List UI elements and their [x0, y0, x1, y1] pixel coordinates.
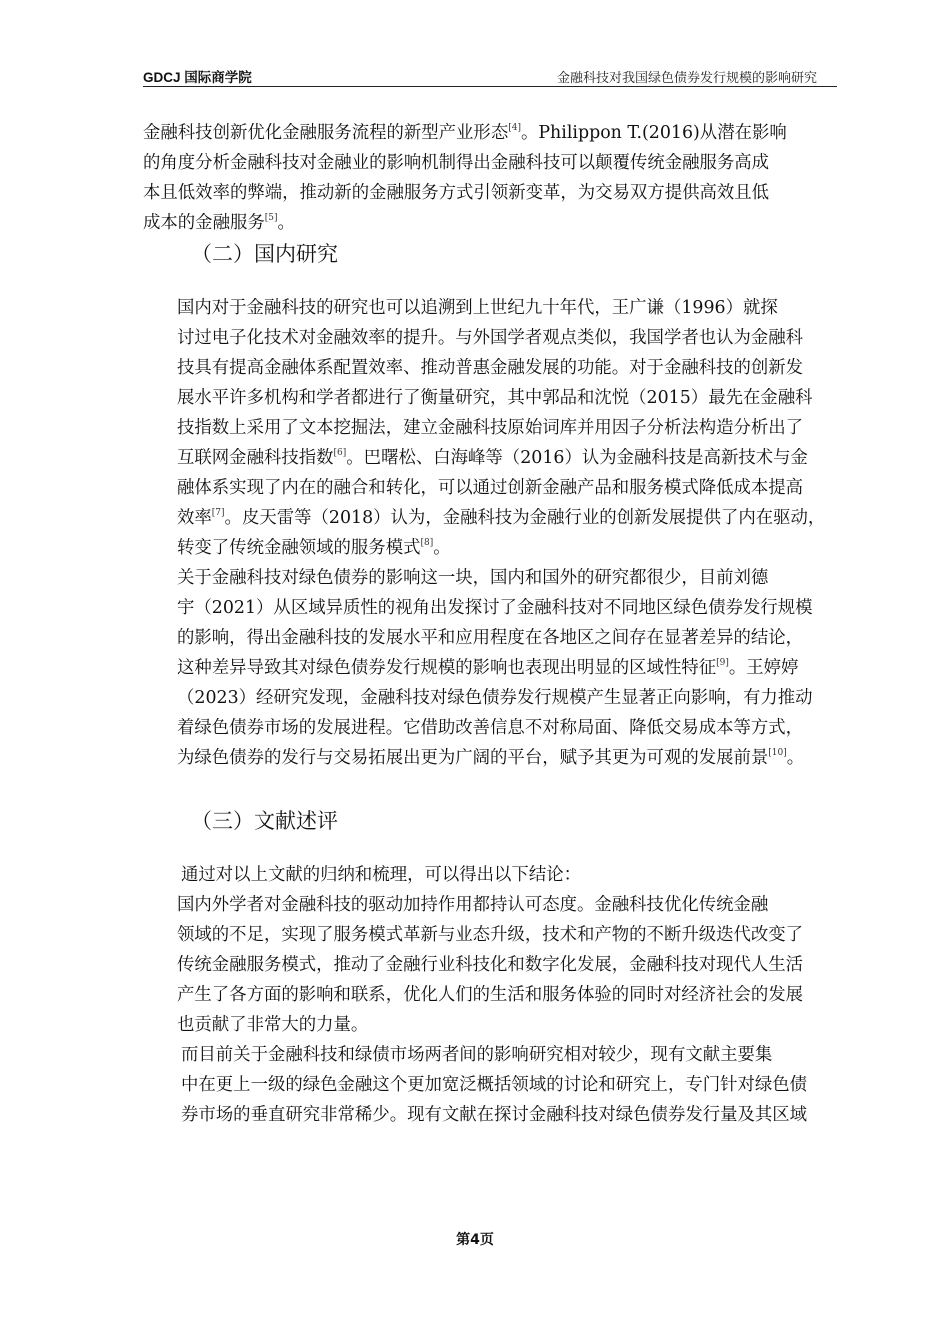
section-heading-review: （三）文献述评: [191, 809, 338, 833]
citation: [5]: [264, 213, 278, 223]
citation: [10]: [768, 748, 787, 758]
section-heading-domestic: （二）国内研究: [191, 242, 338, 266]
paragraph-6: 而目前关于金融科技和绿债市场两者间的影响研究相对较少，现有文献主要集 中在更上一级的绿色金融这个更加宽泛概括领域的讨论和研究上，专门针对绿色债 券市场的垂直研究非常稀少。现有文献在探讨金融科技对绿色债券发行量及其区域: [181, 1045, 808, 1125]
citation: [4]: [508, 123, 521, 133]
citation: [7]: [211, 508, 225, 518]
paragraph-1: 金融科技创新优化金融服务流程的新型产业形态[4]。Philippon T.(2016)从潜在影响 的角度分析金融科技对金融业的影响机制得出金融科技可以颠覆传统金融服务高成 本且低效率的弊端，推动新的金融服务方式引领新变革，为交易双方提供高效且低 成本的金融服务[5]。: [143, 123, 787, 233]
header-institution: GDCJ 国际商学院: [143, 70, 252, 85]
page-header: [143, 64, 837, 87]
citation: [9]: [716, 658, 729, 668]
header-title: 金融科技对我国绿色债券发行规模的影响研究: [556, 70, 817, 85]
paragraph-4: 通过对以上文献的归纳和梳理，可以得出以下结论：: [181, 865, 581, 885]
paragraph-2: 国内对于金融科技的研究也可以追溯到上世纪九十年代，王广谦（1996）就探 讨过电子化技术对金融效率的提升。与外国学者观点类似，我国学者也认为金融科 技具有提高金融体系配置效率、推动普惠金融发展的功能。对于金融科技的创新发 展水平许多机构和学者都进行了衡量研究，其中郭品和沈悦（2015）最先在金融科 技指数上采用了文本挖掘法，建立金融科技原始词库并用因子分析法构造分析出了 互联网金融科技指数[6]。巴曙松、白海峰等（2016）认为金融科技是高新技术与金 融体系实现了内在的融合和转化，可以通过创新金融产品和服务模式降低成本提高 效率[7]。皮天雷等（2018）认为，金融科技为金融行业的创新发展提供了内在驱动， 转变了传统金融领域的服务模式[8]。: [177, 298, 826, 558]
citation: [8]: [420, 538, 434, 548]
page-number: 第4页: [456, 1232, 494, 1248]
paragraph-5: 国内外学者对金融科技的驱动加持作用都持认可态度。金融科技优化传统金融 领域的不足，实现了服务模式革新与业态升级，技术和产物的不断升级迭代改变了 传统金融服务模式，推动了金融行业科技化和数字化发展，金融科技对现代人生活 产生了各方面的影响和联系，优化人们的生活和服务体验的同时对经济社会的发展 也贡献了非常大的力量。: [177, 895, 804, 1035]
document-body: [143, 116, 837, 1130]
citation: [6]: [333, 448, 347, 458]
paragraph-3: 关于金融科技对绿色债券的影响这一块，国内和国外的研究都很少，目前刘德 宇（2021）从区域异质性的视角出发探讨了金融科技对不同地区绿色债券发行规模 的影响，得出金融科技的发展水平和应用程度在各地区之间存在显著差异的结论， 这种差异导致其对绿色债券发行规模的影响也表现出明显的区域性特征[9]。王婷婷 （2023）经研究发现，金融科技对绿色债券发行规模产生显著正向影响，有力推动 着绿色债券市场的发展进程。它借助改善信息不对称局面、降低交易成本等方式， 为绿色债券的发行与交易拓展出更为广阔的平台，赋予其更为可观的发展前景[10]。: [177, 568, 813, 768]
